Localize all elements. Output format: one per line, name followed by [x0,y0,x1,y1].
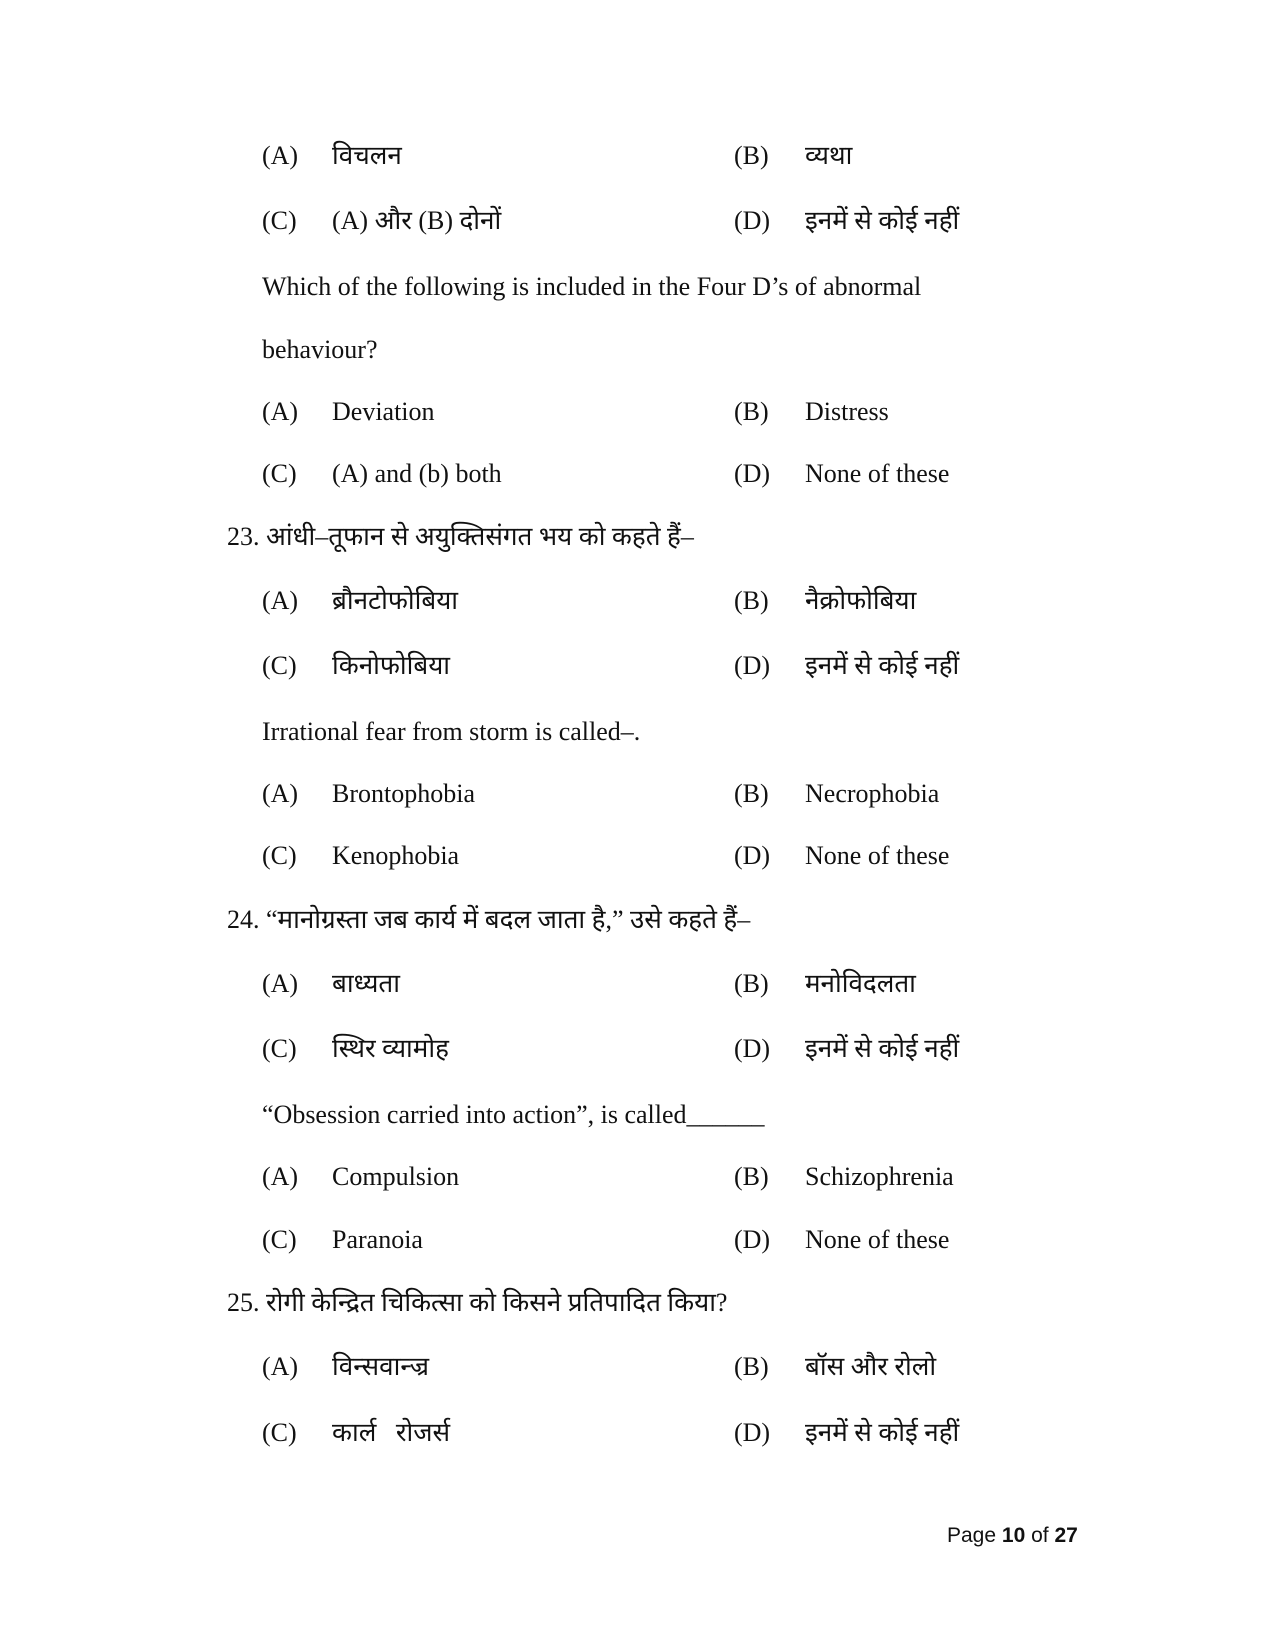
option-label: (A) [262,1162,299,1191]
question-text-hi: 23. आंधी–तूफान से अयुक्तिसंगत भय को कहते हैं– [227,522,694,551]
page-word: Page [947,1524,997,1547]
question-text-en: “Obsession carried into action”, is called______ [262,1100,765,1129]
question-text-en: Irrational fear from storm is called–. [262,717,641,746]
option-label: (D) [734,459,771,488]
option-text: इनमें से कोई नहीं [805,1418,960,1447]
of-word: of [1031,1524,1049,1547]
option-text: विचलन [332,141,402,170]
option-label: (C) [262,841,297,870]
option-text: बाध्यता [332,969,400,998]
option-label: (A) [262,779,299,808]
option-label: (A) [262,1352,299,1381]
option-text: विन्सवान्ज्र [332,1352,430,1381]
page-footer [947,1522,1078,1550]
option-label: (D) [734,1034,771,1063]
option-text: ब्रौनटोफोबिया [332,586,459,615]
option-text: कार्ल रोजर्स [332,1418,451,1447]
question-text-en-cont: behaviour? [262,335,378,364]
option-text: स्थिर व्यामोह [332,1034,449,1063]
option-label: (C) [262,1418,297,1447]
option-text: None of these [805,1225,950,1254]
option-label: (B) [734,141,769,170]
option-text: नैक्रोफोबिया [805,586,917,615]
option-label: (D) [734,206,771,235]
option-label: (C) [262,1225,297,1254]
option-text: व्यथा [805,141,853,170]
option-label: (C) [262,1034,297,1063]
option-text: Brontophobia [332,779,475,808]
question-text-en: Which of the following is included in the Four D’s of abnormal [262,272,922,301]
option-text: किनोफोबिया [332,651,451,680]
option-label: (A) [262,969,299,998]
option-text: इनमें से कोई नहीं [805,206,960,235]
option-label: (A) [262,397,299,426]
option-text: Necrophobia [805,779,940,808]
option-text: Kenophobia [332,841,460,870]
option-text: Paranoia [332,1225,423,1254]
option-label: (B) [734,586,769,615]
option-label: (B) [734,1352,769,1381]
option-label: (D) [734,651,771,680]
option-text: Distress [805,397,889,426]
option-label: (A) [262,586,299,615]
question-text-hi: 24. “मानोग्रस्ता जब कार्य में बदल जाता है,” उसे कहते हैं– [227,905,751,934]
option-text: (A) और (B) दोनों [332,206,502,235]
option-text: इनमें से कोई नहीं [805,1034,960,1063]
total-pages-number: 27 [1054,1524,1078,1547]
option-label: (D) [734,1418,771,1447]
option-label: (B) [734,969,769,998]
option-text: (A) and (b) both [332,459,502,488]
option-text: बॉस और रोलो [805,1352,937,1381]
option-label: (A) [262,141,299,170]
option-label: (B) [734,1162,769,1191]
option-label: (C) [262,651,297,680]
question-text-hi: 25. रोगी केन्द्रित चिकित्सा को किसने प्रतिपादित किया? [227,1288,728,1317]
option-text: Schizophrenia [805,1162,954,1191]
option-label: (D) [734,841,771,870]
option-text: मनोविदलता [805,969,916,998]
option-label: (C) [262,206,297,235]
option-text: Deviation [332,397,435,426]
option-text: Compulsion [332,1162,460,1191]
option-text: इनमें से कोई नहीं [805,651,960,680]
option-label: (C) [262,459,297,488]
option-text: None of these [805,459,950,488]
option-text: None of these [805,841,950,870]
option-label: (D) [734,1225,771,1254]
current-page-number: 10 [1001,1524,1026,1547]
option-label: (B) [734,397,769,426]
option-label: (B) [734,779,769,808]
